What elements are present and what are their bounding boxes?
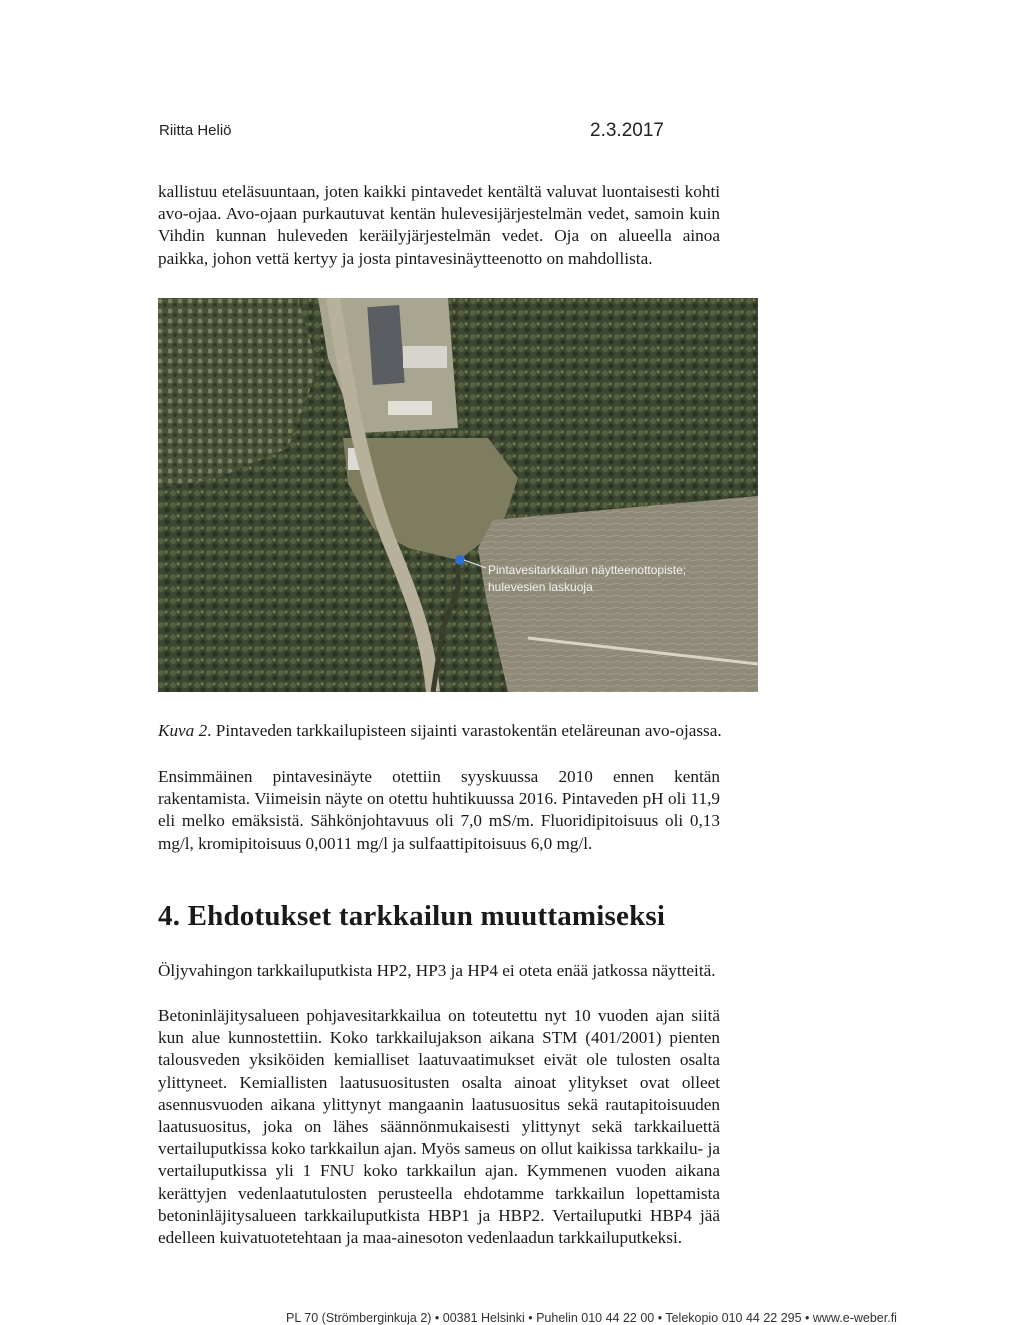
map-label-line2: hulevesien laskuoja — [488, 580, 593, 594]
shed-roof — [388, 401, 432, 415]
section-paragraph-1: Öljyvahingon tarkkailuputkista HP2, HP3 ja HP4 ei oteta enää jatkossa näytteitä. — [158, 961, 716, 980]
cultivated-field — [478, 496, 758, 692]
aerial-photo — [158, 298, 758, 692]
map-label-line1: Pintavesitarkkailun näytteenottopiste; — [488, 563, 687, 577]
warehouse-roof — [367, 305, 404, 385]
building-roof — [403, 346, 447, 368]
caption-label: Kuva 2 — [158, 721, 208, 740]
page-footer: PL 70 (Strömberginkuja 2) • 00381 Helsinki • Puhelin 010 44 22 00 • Telekopio 010 44 22 295 • www.e-weber.fi — [286, 1311, 897, 1325]
caption-text: . Pintaveden tarkkailupisteen sijainti varastokentän eteläreunan avo-ojassa. — [207, 721, 722, 740]
intro-paragraph: kallistuu eteläsuuntaan, joten kaikki pintavedet kentältä valuvat luontaisesti kohti avo-ojaa. Avo-ojaan purkautuvat kentän hulevesijärjestelmän vedet, samoin kuin Vihdin kunnan huleveden keräilyjärjestelmän vedet. Oja on alueella ainoa paikka, johon vettä kertyy ja josta pintavesinäytteenotto on mahdollista. — [158, 182, 720, 268]
section-heading: 4. Ehdotukset tarkkailun muuttamiseksi — [158, 900, 666, 932]
header-date: 2.3.2017 — [590, 120, 664, 141]
sample-paragraph: Ensimmäinen pintavesinäyte otettiin syyskuussa 2010 ennen kentän rakentamista. Viimeisin näyte on otettu huhtikuussa 2016. Pintaveden pH oli 11,9 eli melko emäksistä. Sähkönjohtavuus oli 7,0 mS/m. Fluoridipitoisuus oli 0,13 mg/l, kromipitoisuus 0,0011 mg/l ja sulfaattipitoisuus 6,0 mg/l. — [158, 767, 720, 853]
header-author: Riitta Heliö — [159, 122, 232, 139]
figure-caption — [158, 721, 722, 741]
sampling-point-marker — [455, 555, 465, 565]
section-paragraph-2: Betoninläjitysalueen pohjavesitarkkailua on toteutettu nyt 10 vuoden ajan siitä kun alue kunnostettiin. Koko tarkkailujakson aikana STM (401/2001) pienten talousveden yksiköiden kemialliset laatuvaatimukset eivät ole tulosten osalta ylittyneet. Kemiallisten laatusuositusten osalta ainoat ylitykset ovat olleet asennusvuoden aikana ylittynyt mangaanin laatusuositus sekä rautapitoisuuden laatusuositus, joka on lähes säännönmukaisesti ylittynyt sekä tarkkailuettä vertailuputkissa koko tarkkailun ajan. Myös sameus on ollut kaikissa tarkkailu- ja vertailuputkissa yli 1 FNU koko tarkkailun ajan. Kymmenen vuoden aikana kerättyjen vedenlaatutulosten perusteella ehdotamme tarkkailun lopettamista betoninläjitysalueen tarkkailuputkista HBP1 ja HBP2. Vertailuputki HBP4 jää edelleen kuivatuotetehtaan ja maa-ainesoton vedenlaadun tarkkailuputkeksi. — [158, 1006, 720, 1248]
